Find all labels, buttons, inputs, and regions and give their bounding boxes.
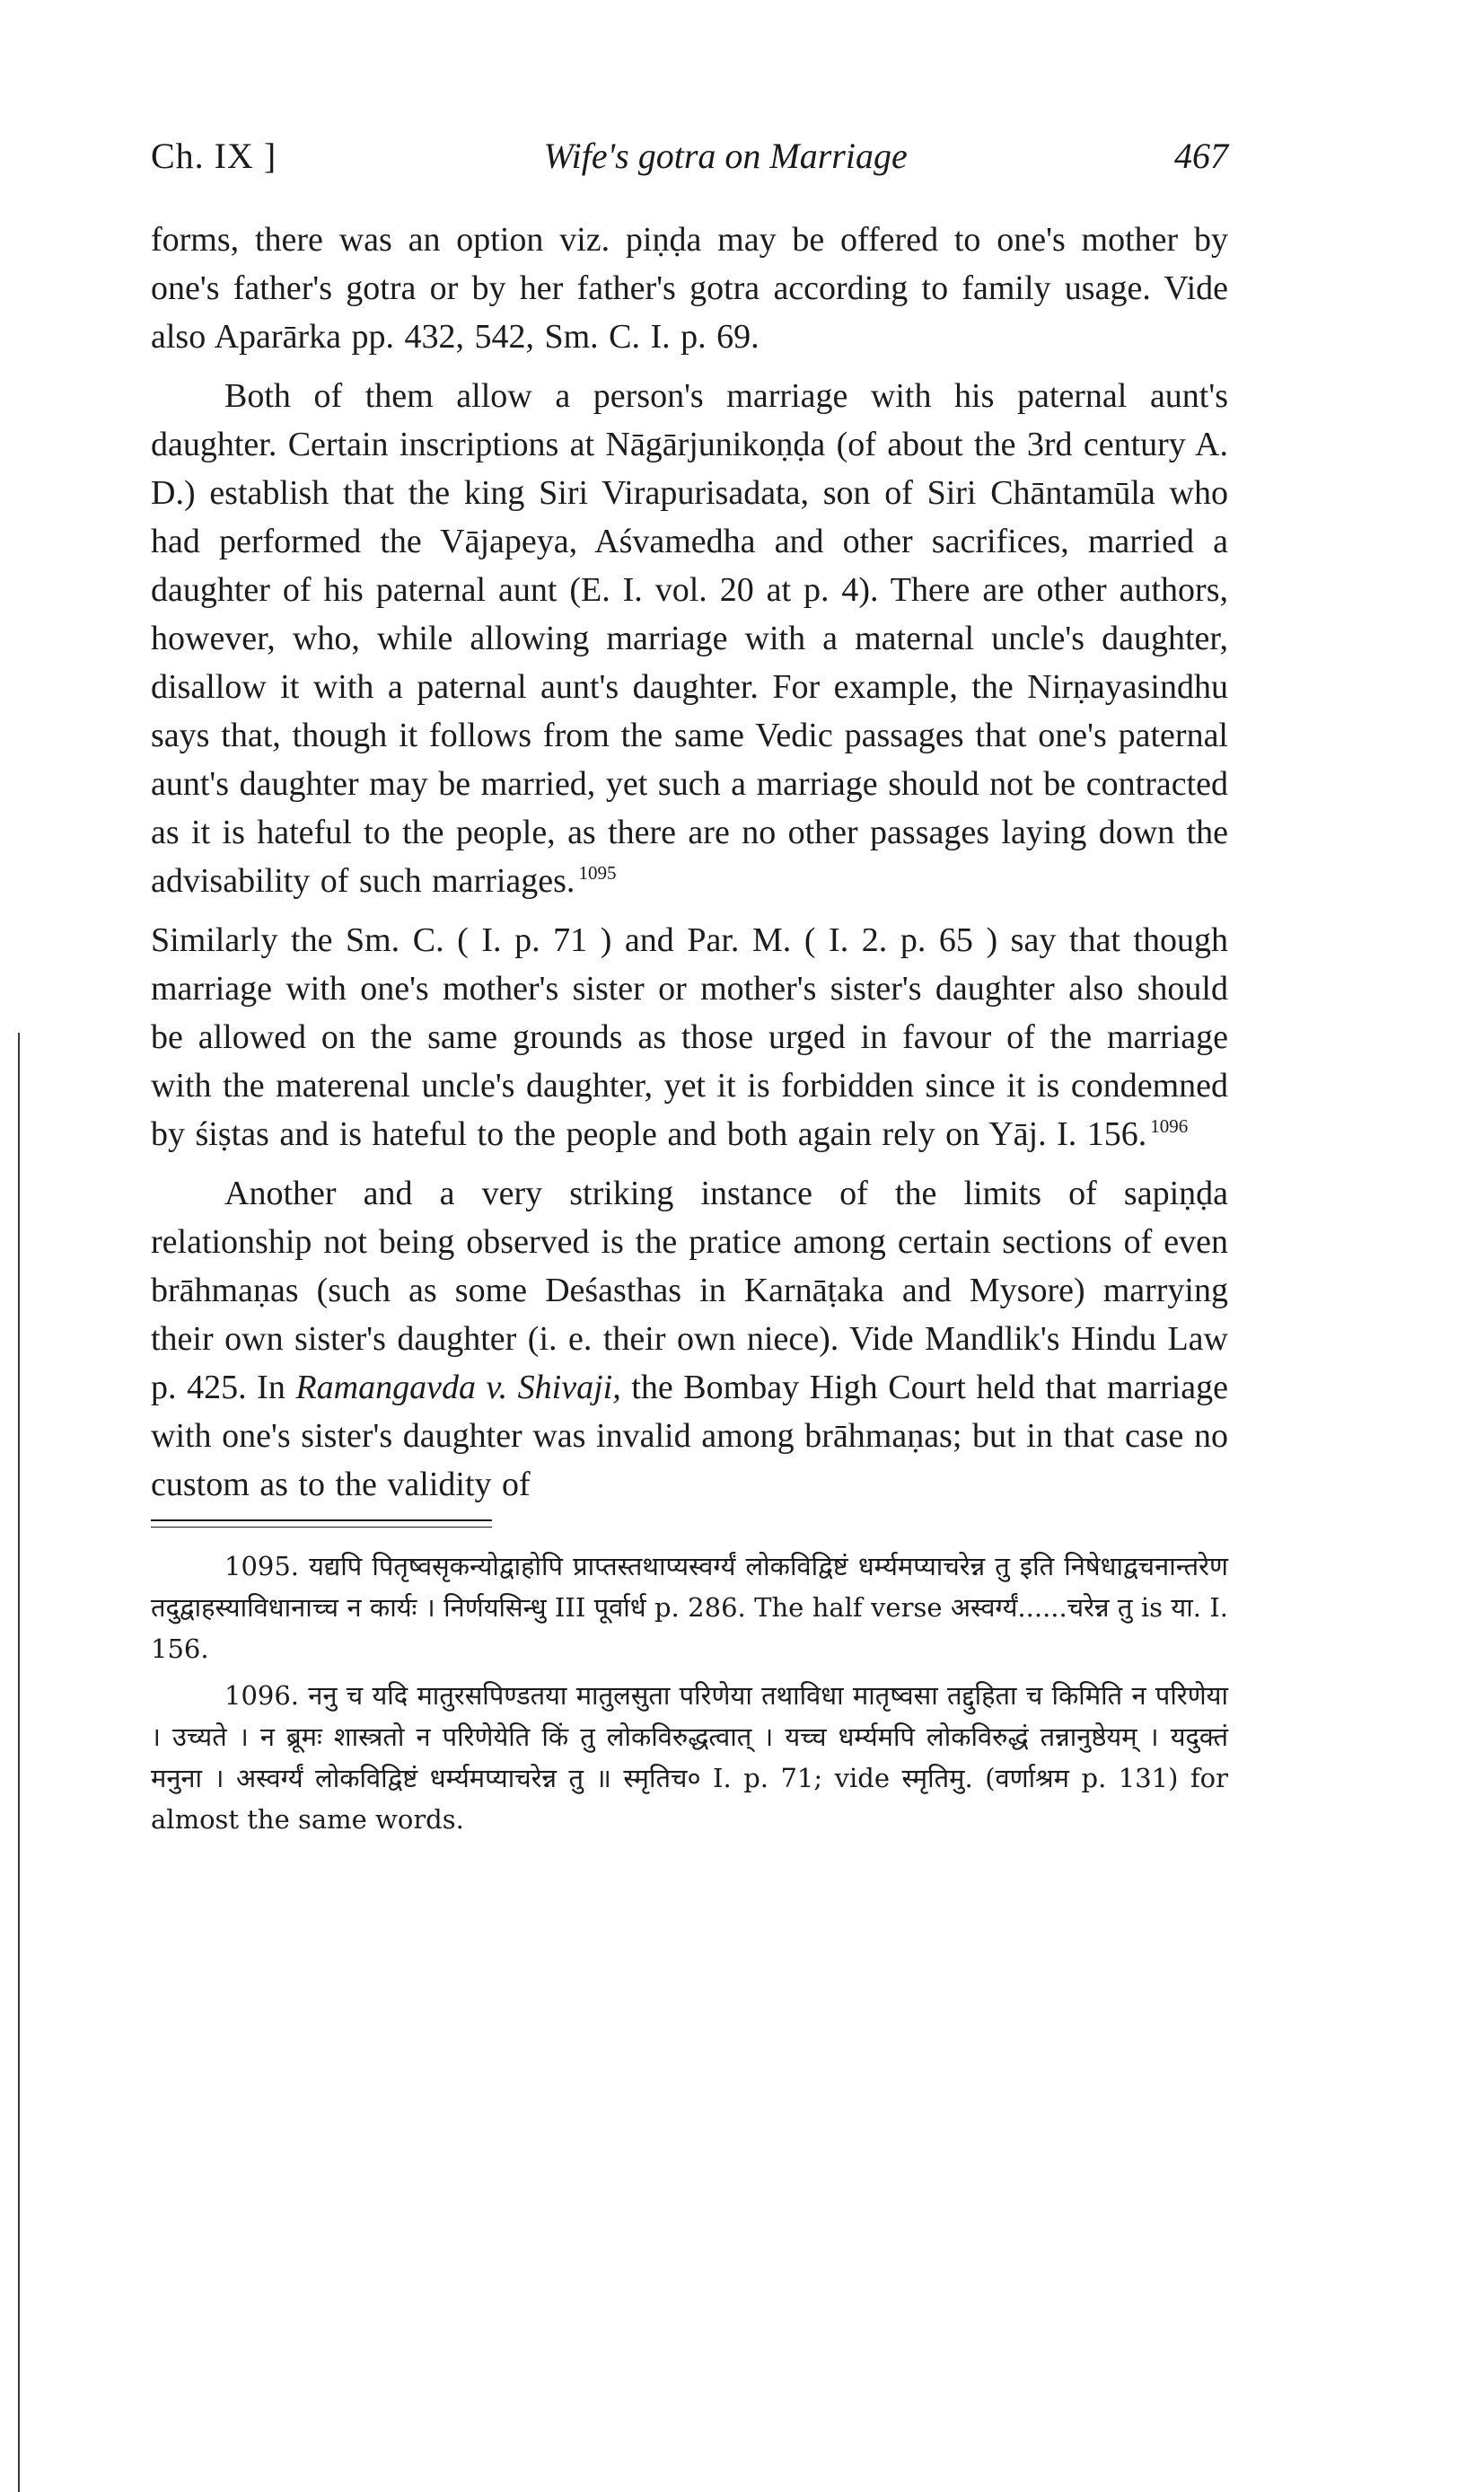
paragraph-text: Similarly the Sm. C. ( I. p. 71 ) and Par. M. ( I. 2. p. 65 ) say that though marriage with one's mother's sister or mother's sister's daughter also should be allowed on the same grounds as those urged in favour of the marriage with the materenal uncle's daughter, yet it is forbidden since it is condemned by śiṣtas and is hateful to the people and both again rely on Yāj. I. 156. xyxy=(151,921,1228,1153)
running-header xyxy=(151,135,1228,189)
paragraph xyxy=(151,1169,1228,1509)
paragraph-text: forms, there was an option viz. piṇḍa may be offered to one's mother by one's father's gotra or by her father's gotra according to family usage. Vide also Aparārka pp. 432, 542, Sm. C. I. p. 69. xyxy=(151,221,1228,356)
footnote-ref: 1096 xyxy=(1150,1115,1189,1138)
page-number: 467 xyxy=(1174,136,1228,176)
paragraph xyxy=(151,372,1228,905)
paragraph-text: Another and a very striking instance of the limits of sapiṇḍa relationship not being observed is the pratice among certain sections of even brāhmaṇas (such as some Deśasthas in Karnāṭaka and Mysore) marrying their own sister's daughter (i. e. their own niece). Vide Mandlik's Hindu Law p. 425. In Ramangavda v. Shivaji, the Bombay High Court held that marriage with one's sister's daughter was invalid among brāhmaṇas; but in that case no custom as to the validity of xyxy=(151,1175,1228,1503)
footnotes xyxy=(151,1545,1228,1840)
running-title: Wife's gotra on Marriage xyxy=(543,136,908,176)
body-text xyxy=(151,216,1228,1509)
footnote-1096: 1096. ननु च यदि मातुरसपिण्डतया मातुलसुता परिणेया तथाविधा मातृष्वसा तद्दुहिता च किमिति न परिणेया । उच्यते । न ब्रूमः शास्त्रतो न परिणेयेति किं तु लोकविरुद्धत्वात् । यच्च धर्म्यमपि लोकविरुद्धं तन्नानुष्ठेयम् । यदुक्तं मनुना । अस्वर्ग्यं लोकविद्विष्टं धर्म्यमप्याचरेन्न तु ॥ स्मृतिच० I. p. 71; vide स्मृतिमु. (वर्णाश्रम p. 131) for almost the same words. xyxy=(151,1680,1228,1835)
footnote-1095: 1095. यद्यपि पितृष्वसृकन्योद्वाहोपि प्राप्तस्तथाप्यस्वर्ग्यं लोकविद्विष्टं धर्म्यमप्याचरेन्न तु इति निषेधाद्वचनान्तरेण तदुद्वाहस्याविधानाच्च न कार्यः । निर्णयसिन्धु III पूर्वार्ध p. 286. The half verse अस्वर्ग्यं......चरेन्न तु is या. I. 156. xyxy=(151,1551,1228,1664)
page xyxy=(151,135,1228,1845)
footnote-ref: 1095 xyxy=(578,862,617,885)
footnote-divider xyxy=(151,1519,492,1521)
paragraph xyxy=(151,216,1228,361)
paragraph xyxy=(151,916,1228,1158)
chapter-label: Ch. IX ] xyxy=(151,136,277,176)
footnote-divider-thin xyxy=(151,1527,492,1528)
page-edge-line xyxy=(18,1033,20,2492)
paragraph-text: Both of them allow a person's marriage with his paternal aunt's daughter. Certain inscriptions at Nāgārjunikoṇḍa (of about the 3rd century A. D.) establish that the king Siri Virapurisadata, son of Siri Chāntamūla who had performed the Vājapeya, Aśvamedha and other sacrifices, married a daughter of his paternal aunt (E. I. vol. 20 at p. 4). There are other authors, however, who, while allowing marriage with a maternal uncle's daughter, disallow it with a paternal aunt's daughter. For example, the Nirṇayasindhu says that, though it follows from the same Vedic passages that one's paternal aunt's daughter may be married, yet such a marriage should not be contracted as it is hateful to the people, as there are no other passages laying down the advisability of such marriages. xyxy=(151,377,1228,900)
case-name: Ramangavda v. Shivaji, xyxy=(295,1369,621,1406)
